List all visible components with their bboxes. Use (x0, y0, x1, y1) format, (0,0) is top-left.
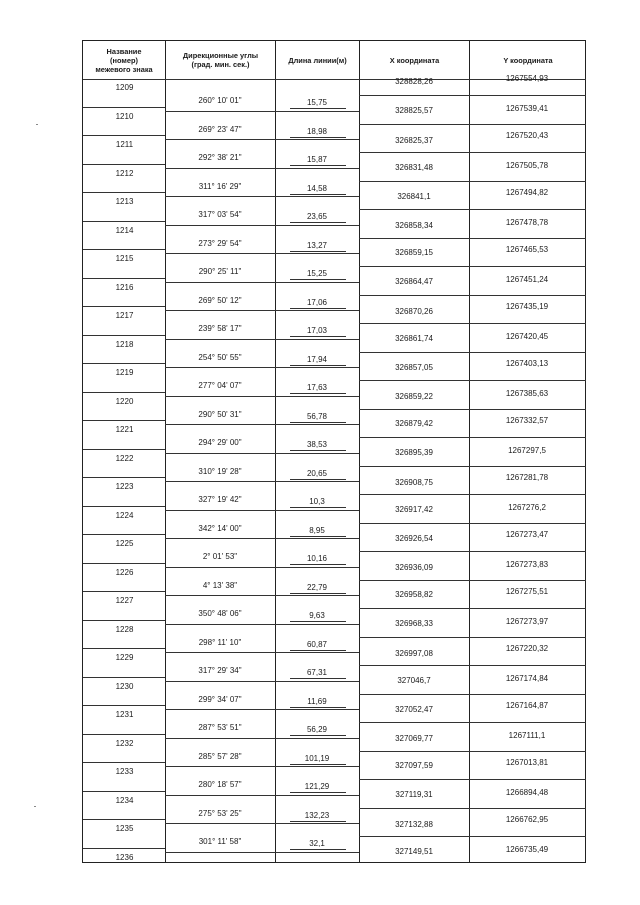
row-rule (83, 306, 165, 307)
row-rule (165, 453, 359, 454)
point-name: 1212 (115, 168, 134, 178)
line-length: 18,98 (306, 126, 328, 136)
row-rule (83, 477, 165, 478)
y-coordinate: 1267520,43 (505, 131, 549, 140)
row-rule (359, 124, 586, 125)
length-underline (290, 792, 346, 793)
x-coordinate: 327052,47 (395, 704, 433, 714)
x-coordinate: 326917,42 (395, 504, 433, 514)
point-name: 1221 (115, 425, 134, 434)
row-rule (359, 238, 586, 239)
point-name: 1226 (115, 567, 134, 577)
direction-angle: 299° 34' 07" (198, 694, 242, 704)
row-rule (165, 396, 359, 397)
length-underline (290, 308, 346, 309)
point-name: 1210 (115, 111, 134, 121)
line-length: 60,87 (306, 639, 328, 649)
direction-angle: 311° 16' 29" (198, 181, 242, 191)
point-name: 1222 (115, 453, 134, 463)
row-rule (165, 253, 359, 254)
x-coordinate: 326858,34 (395, 221, 433, 231)
direction-angle: 285° 57' 28" (198, 751, 242, 761)
point-name: 1231 (115, 710, 134, 719)
line-length: 11,69 (307, 696, 327, 706)
line-length: 132,23 (304, 810, 330, 820)
length-underline (290, 450, 346, 451)
row-rule (165, 510, 359, 511)
direction-angle: 317° 29' 34" (198, 666, 242, 676)
x-coordinate: 326997,08 (395, 648, 433, 658)
y-coordinate: 1267174,84 (505, 673, 549, 683)
header-x: X координата (389, 55, 440, 65)
point-name: 1223 (115, 482, 134, 491)
x-coordinate: 327046,7 (397, 675, 431, 685)
length-underline (290, 422, 346, 423)
row-rule (165, 282, 359, 283)
header-y: Y координата (503, 55, 553, 65)
y-coordinate: 1267273,83 (505, 559, 549, 569)
x-coordinate: 326857,05 (395, 362, 433, 372)
y-coordinate: 1267273,47 (505, 530, 549, 539)
point-name: 1235 (115, 824, 134, 833)
row-rule (359, 409, 586, 410)
row-rule (83, 278, 165, 279)
direction-angle: 269° 50' 12" (198, 295, 242, 305)
row-rule (359, 466, 586, 467)
row-rule (83, 762, 165, 763)
point-name: 1218 (115, 339, 134, 349)
row-rule (359, 352, 586, 353)
row-rule (83, 734, 165, 735)
x-coordinate: 326926,54 (395, 533, 433, 543)
direction-angle: 301° 11' 58" (198, 837, 242, 847)
row-rule (83, 107, 165, 108)
coordinates-table (82, 40, 586, 863)
y-coordinate: 1267539,41 (505, 103, 549, 113)
row-rule (83, 648, 165, 649)
y-coordinate: 1267451,24 (505, 274, 549, 284)
line-length: 15,75 (306, 98, 328, 108)
row-rule (83, 392, 165, 393)
length-underline (290, 251, 346, 252)
row-rule (83, 363, 165, 364)
row-rule (83, 705, 165, 706)
point-name: 1215 (115, 254, 134, 263)
row-rule (165, 567, 359, 568)
y-coordinate: 1266762,95 (505, 815, 549, 824)
x-coordinate: 328825,57 (395, 106, 433, 116)
row-rule (83, 819, 165, 820)
row-rule (83, 449, 165, 450)
direction-angle: 275° 53' 25" (198, 808, 242, 818)
length-underline (290, 707, 346, 708)
direction-angle: 350° 48' 06" (198, 609, 242, 619)
length-underline (290, 336, 346, 337)
y-coordinate: 1267385,63 (505, 388, 549, 398)
y-coordinate: 1267111,1 (508, 730, 546, 740)
line-length: 9,63 (309, 611, 325, 621)
length-underline (290, 393, 346, 394)
point-name: 1224 (115, 510, 134, 520)
direction-angle: 273° 29' 54" (198, 238, 242, 248)
row-rule (359, 637, 586, 638)
point-name: 1233 (115, 767, 134, 776)
row-rule (359, 295, 586, 296)
line-length: 8,95 (309, 525, 325, 535)
length-underline (290, 507, 346, 508)
direction-angle: 4° 13' 38" (202, 580, 238, 590)
point-name: 1217 (115, 311, 134, 320)
x-coordinate: 326859,22 (395, 392, 433, 402)
point-name: 1211 (115, 140, 134, 149)
length-underline (290, 735, 346, 736)
length-underline (290, 678, 346, 679)
row-rule (83, 135, 165, 136)
line-length: 67,31 (306, 668, 328, 678)
row-rule (83, 591, 165, 592)
row-rule (165, 652, 359, 653)
y-coordinate: 1267013,81 (505, 758, 549, 767)
row-rule (165, 168, 359, 169)
length-underline (290, 849, 346, 850)
row-rule (359, 836, 586, 837)
length-underline (290, 222, 346, 223)
y-coordinate: 1267465,53 (505, 245, 549, 254)
x-coordinate: 326870,26 (395, 306, 433, 316)
line-length: 10,16 (306, 554, 328, 564)
x-coordinate: 326859,15 (395, 248, 433, 257)
x-coordinate: 326861,74 (395, 333, 433, 343)
point-name: 1225 (115, 539, 134, 548)
row-rule (83, 848, 165, 849)
line-length: 10,3 (309, 497, 325, 507)
row-rule (165, 367, 359, 368)
y-coordinate: 1266894,48 (505, 787, 549, 797)
row-rule (359, 323, 586, 324)
row-rule (165, 624, 359, 625)
y-coordinate: 1267554,93 (505, 74, 549, 83)
header-length: Длина линии(м) (288, 55, 347, 65)
length-underline (290, 365, 346, 366)
length-underline (290, 593, 346, 594)
x-coordinate: 326831,48 (395, 162, 433, 172)
direction-angle: 277° 04' 07" (198, 381, 242, 391)
x-coordinate: 327149,51 (395, 846, 433, 856)
scan-speck (34, 806, 36, 807)
y-coordinate: 1267220,32 (505, 644, 549, 653)
line-length: 20,65 (306, 468, 328, 478)
row-rule (359, 266, 586, 267)
length-underline (290, 821, 346, 822)
direction-angle: 310° 19' 28" (198, 466, 242, 476)
x-coordinate: 326879,42 (395, 419, 433, 428)
line-length: 15,25 (306, 269, 328, 279)
length-underline (290, 479, 346, 480)
line-length: 23,65 (306, 212, 328, 222)
x-coordinate: 328828,26 (395, 77, 433, 86)
row-rule (359, 779, 586, 780)
row-rule (359, 580, 586, 581)
y-coordinate: 1267281,78 (505, 473, 549, 482)
length-underline (290, 650, 346, 651)
length-underline (290, 621, 346, 622)
row-rule (359, 551, 586, 552)
row-rule (83, 192, 165, 193)
row-rule (165, 196, 359, 197)
row-rule (165, 738, 359, 739)
y-coordinate: 1267276,2 (508, 502, 546, 512)
x-coordinate: 326895,39 (395, 448, 433, 458)
line-length: 56,29 (306, 725, 328, 735)
direction-angle: 292° 38' 21" (198, 153, 242, 163)
x-coordinate: 326958,82 (395, 590, 433, 599)
row-rule (165, 424, 359, 425)
length-underline (290, 764, 346, 765)
header-name: Название (номер) межевого знака (95, 46, 153, 74)
y-coordinate: 1267273,97 (505, 616, 549, 626)
row-rule (359, 95, 586, 96)
line-length: 121,29 (304, 782, 330, 792)
line-length: 22,79 (306, 582, 328, 592)
row-rule (165, 795, 359, 796)
row-rule (83, 335, 165, 336)
row-rule (165, 823, 359, 824)
x-coordinate: 326908,75 (395, 477, 433, 487)
row-rule (165, 681, 359, 682)
row-rule (165, 339, 359, 340)
row-rule (165, 538, 359, 539)
y-coordinate: 1267332,57 (505, 416, 549, 425)
length-underline (290, 137, 346, 138)
point-name: 1236 (115, 852, 134, 862)
direction-angle: 239° 58' 17" (198, 324, 242, 334)
row-rule (165, 852, 359, 853)
scan-speck (36, 124, 38, 125)
length-underline (290, 108, 346, 109)
direction-angle: 327° 19' 42" (198, 495, 242, 505)
row-rule (83, 420, 165, 421)
row-rule (359, 608, 586, 609)
length-underline (290, 564, 346, 565)
point-name: 1234 (115, 795, 134, 805)
row-rule (359, 694, 586, 695)
line-length: 15,87 (306, 155, 328, 165)
direction-angle: 254° 50' 55" (198, 352, 242, 362)
direction-angle: 269° 23' 47" (198, 124, 242, 134)
line-length: 32,1 (309, 839, 325, 849)
direction-angle: 317° 03' 54" (198, 210, 242, 220)
row-rule (359, 751, 586, 752)
x-coordinate: 327097,59 (395, 761, 433, 770)
point-name: 1220 (115, 396, 134, 406)
point-name: 1228 (115, 624, 134, 634)
point-name: 1214 (115, 225, 134, 235)
row-rule (359, 665, 586, 666)
x-coordinate: 326936,09 (395, 563, 433, 573)
length-underline (290, 536, 346, 537)
direction-angle: 260° 10' 01" (198, 96, 242, 106)
row-rule (83, 506, 165, 507)
y-coordinate: 1267420,45 (505, 331, 549, 341)
line-length: 17,94 (306, 354, 328, 364)
y-coordinate: 1267297,5 (508, 445, 546, 455)
row-rule (83, 791, 165, 792)
y-coordinate: 1267494,82 (505, 188, 549, 197)
y-coordinate: 1266735,49 (505, 844, 549, 854)
point-name: 1219 (115, 368, 134, 377)
row-rule (359, 437, 586, 438)
line-length: 56,78 (306, 411, 328, 421)
direction-angle: 280° 18' 57" (198, 780, 242, 790)
row-rule (83, 620, 165, 621)
row-rule (83, 164, 165, 165)
row-rule (165, 310, 359, 311)
row-rule (359, 152, 586, 153)
row-rule (165, 139, 359, 140)
row-rule (165, 225, 359, 226)
row-rule (359, 181, 586, 182)
row-rule (165, 111, 359, 112)
y-coordinate: 1267403,13 (505, 359, 549, 368)
y-coordinate: 1267435,19 (505, 302, 549, 311)
point-name: 1227 (115, 596, 134, 605)
row-rule (165, 481, 359, 482)
line-length: 38,53 (306, 440, 328, 450)
line-length: 14,58 (306, 183, 328, 193)
line-length: 17,63 (306, 383, 328, 393)
direction-angle: 298° 11' 10" (198, 637, 242, 647)
direction-angle: 290° 50' 31" (198, 409, 242, 419)
x-coordinate: 327132,88 (395, 819, 433, 829)
row-rule (165, 595, 359, 596)
row-rule (359, 523, 586, 524)
row-rule (165, 709, 359, 710)
point-name: 1230 (115, 681, 134, 691)
line-length: 13,27 (306, 240, 328, 250)
row-rule (359, 380, 586, 381)
y-coordinate: 1267275,51 (505, 587, 549, 596)
y-coordinate: 1267164,87 (505, 701, 549, 710)
point-name: 1229 (115, 653, 134, 662)
y-coordinate: 1267505,78 (505, 160, 549, 170)
x-coordinate: 326825,37 (395, 135, 433, 145)
row-rule (83, 677, 165, 678)
point-name: 1216 (115, 282, 134, 292)
direction-angle: 2° 01' 53" (202, 552, 238, 562)
x-coordinate: 326968,33 (395, 619, 433, 629)
row-rule (359, 808, 586, 809)
x-coordinate: 326841,1 (397, 191, 431, 201)
x-coordinate: 326864,47 (395, 277, 433, 287)
length-underline (290, 194, 346, 195)
row-rule (359, 209, 586, 210)
length-underline (290, 279, 346, 280)
direction-angle: 342° 14' 00" (198, 523, 242, 533)
y-coordinate: 1267478,78 (505, 217, 549, 227)
row-rule (83, 249, 165, 250)
row-rule (359, 722, 586, 723)
line-length: 17,03 (306, 326, 328, 336)
row-rule (83, 563, 165, 564)
point-name: 1232 (115, 738, 134, 748)
x-coordinate: 327119,31 (395, 790, 433, 800)
row-rule (83, 221, 165, 222)
row-rule (359, 494, 586, 495)
length-underline (290, 165, 346, 166)
header-angle: Дирекционные углы (град. мин. сек.) (182, 51, 259, 69)
point-name: 1209 (115, 83, 134, 92)
line-length: 17,06 (306, 297, 328, 307)
point-name: 1213 (115, 197, 134, 206)
direction-angle: 290° 25' 11" (198, 267, 242, 277)
x-coordinate: 327069,77 (395, 734, 433, 744)
row-rule (165, 766, 359, 767)
row-rule (83, 534, 165, 535)
line-length: 101,19 (304, 753, 330, 763)
direction-angle: 294° 29' 00" (198, 438, 242, 448)
direction-angle: 287° 53' 51" (198, 723, 242, 733)
